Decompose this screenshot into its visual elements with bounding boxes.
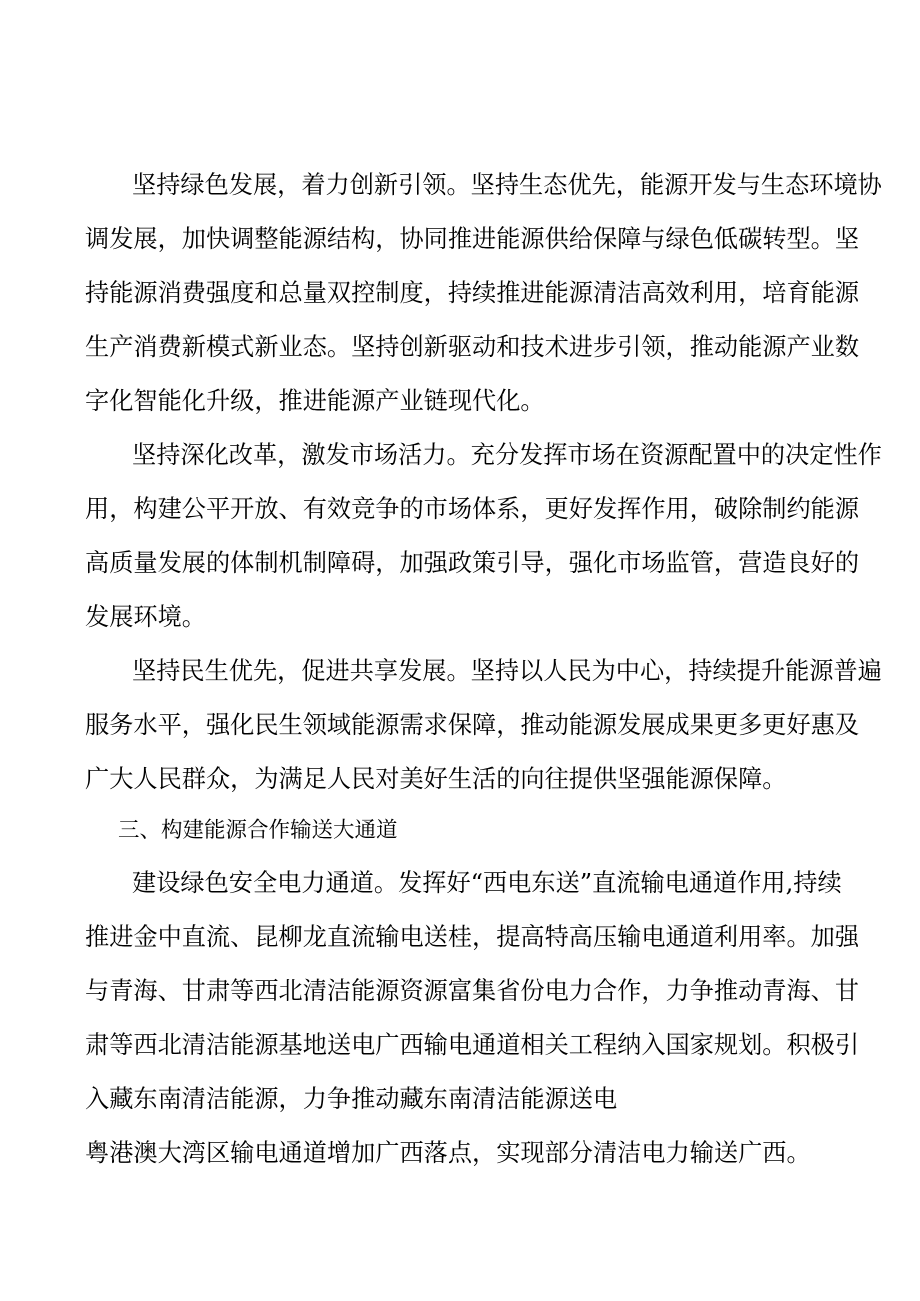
paragraph-2-line-3: 高质量发展的体制机制障碍，加强政策引导，强化市场监管，营造良好的 [85, 549, 860, 577]
section-heading: 三、构建能源合作输送大通道 [118, 818, 398, 843]
paragraph-1-line-5: 字化智能化升级，推进能源产业链现代化。 [85, 387, 545, 415]
paragraph-2-line-2: 用，构建公平开放、有效竞争的市场体系，更好发挥作用，破除制约能源 [85, 495, 860, 523]
paragraph-1-line-2: 调发展，加快调整能源结构，协同推进能源供给保障与绿色低碳转型。坚 [85, 225, 860, 253]
section-paragraph-line-3: 与青海、甘肃等西北清洁能源资源富集省份电力合作，力争推动青海、甘 [85, 977, 860, 1005]
paragraph-2-line-4: 发展环境。 [85, 603, 206, 631]
section-paragraph-line-5: 入藏东南清洁能源，力争推动藏东南清洁能源送电 [85, 1085, 618, 1113]
paragraph-1-line-1: 坚持绿色发展，着力创新引领。坚持生态优先，能源开发与生态环境协 [132, 171, 882, 199]
paragraph-3-line-1: 坚持民生优先，促进共享发展。坚持以人民为中心，持续提升能源普遍 [132, 657, 882, 685]
paragraph-1-line-3: 持能源消费强度和总量双控制度，持续推进能源清洁高效利用，培育能源 [85, 279, 860, 307]
section-paragraph-line-1: 建设绿色安全电力通道。发挥好“西电东送”直流输电通道作用,持续 [132, 869, 842, 897]
paragraph-1-line-4: 生产消费新模式新业态。坚持创新驱动和技术进步引领，推动能源产业数 [85, 333, 860, 361]
section-paragraph-line-6: 粤港澳大湾区输电通道增加广西落点，实现部分清洁电力输送广西。 [85, 1139, 811, 1167]
section-paragraph-line-4: 肃等西北清洁能源基地送电广西输电通道相关工程纳入国家规划。积极引 [85, 1031, 860, 1059]
section-paragraph-line-2: 推进金中直流、昆柳龙直流输电送桂，提高特高压输电通道利用率。加强 [85, 923, 860, 951]
paragraph-2-line-1: 坚持深化改革，激发市场活力。充分发挥市场在资源配置中的决定性作 [132, 441, 882, 469]
paragraph-3-line-2: 服务水平，强化民生领域能源需求保障，推动能源发展成果更多更好惠及 [85, 711, 860, 739]
paragraph-3-line-3: 广大人民群众，为满足人民对美好生活的向往提供坚强能源保障。 [85, 765, 787, 793]
